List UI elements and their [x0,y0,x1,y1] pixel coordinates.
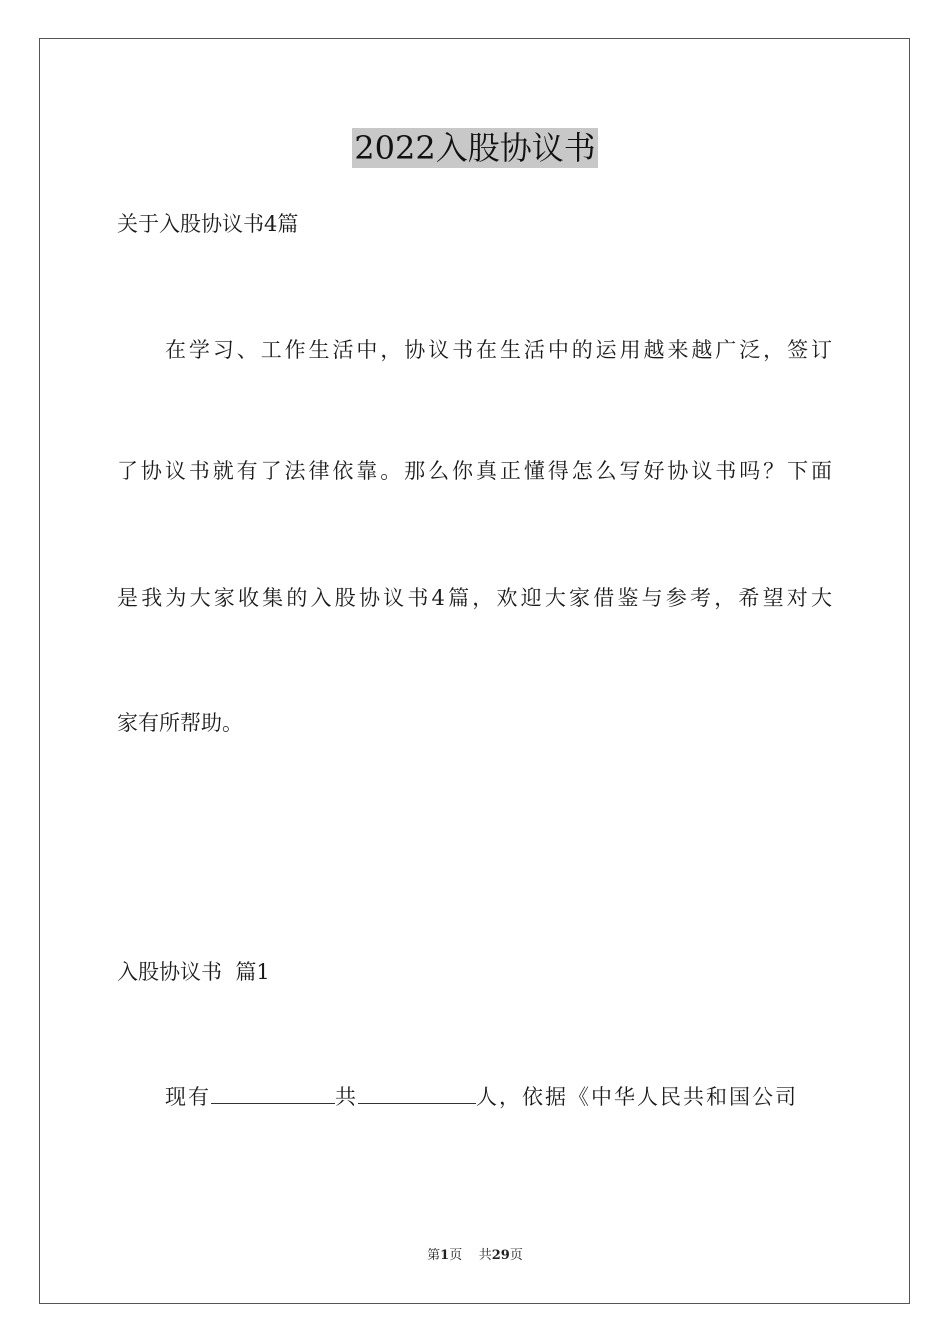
clause-text-3: 人，依据《中华人民共和国公司 [476,1085,798,1109]
footer-total-pages: 29 [491,1248,510,1263]
intro-line-3: 是我为大家收集的入股协议书4篇，欢迎大家借鉴与参考，希望对大 [117,586,832,610]
page-footer [0,1248,950,1264]
intro-line-4: 家有所帮助。 [117,711,243,735]
clause-text-2: 共 [335,1085,358,1109]
section-heading: 入股协议书 篇1 [117,960,270,984]
intro-line-2: 了协议书就有了法律依靠。那么你真正懂得怎么写好协议书吗？下面 [117,459,832,483]
intro-line-1: 在学习、工作生活中，协议书在生活中的运用越来越广泛，签订 [165,338,832,362]
footer-page-prefix: 第 [427,1248,441,1263]
title-container [0,128,950,168]
footer-total-suffix: 页 [509,1248,523,1263]
footer-page-number: 1 [440,1248,450,1263]
document-subtitle: 关于入股协议书4篇 [117,212,299,236]
footer-total-prefix: 共 [478,1248,492,1263]
footer-page-suffix: 页 [449,1248,463,1263]
document-title: 2022入股协议书 [354,129,596,167]
blank-field-name[interactable] [211,1081,335,1104]
clause-line [165,1081,798,1111]
clause-text-1: 现有 [165,1085,211,1109]
blank-field-count[interactable] [358,1081,476,1104]
